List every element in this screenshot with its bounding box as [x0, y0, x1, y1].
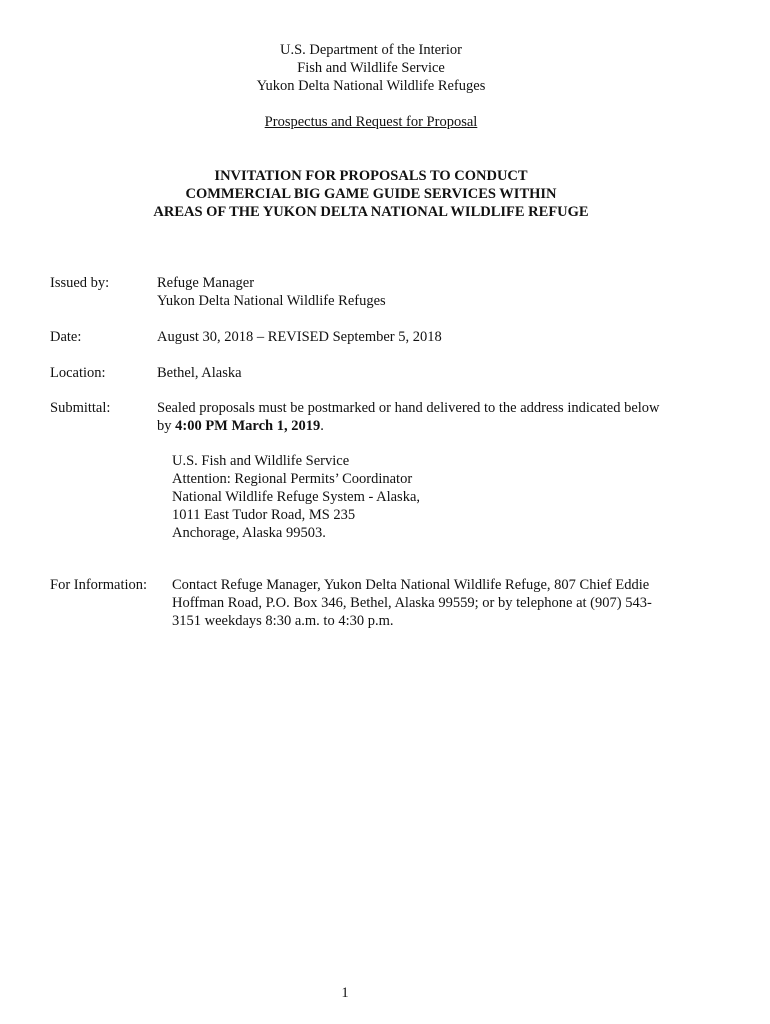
header-refuge: Yukon Delta National Wildlife Refuges — [256, 78, 486, 94]
location-label: Location: — [50, 365, 106, 381]
submittal-period: . — [320, 418, 324, 434]
prospectus-subtitle: Prospectus and Request for Proposal — [264, 114, 478, 130]
mailing-address — [172, 452, 420, 542]
for-information-label: For Information: — [50, 577, 148, 593]
title-line-1: INVITATION FOR PROPOSALS TO CONDUCT — [214, 168, 528, 184]
submittal-label: Submittal: — [50, 400, 111, 416]
for-information-line-2: Hoffman Road, P.O. Box 346, Bethel, Alaska 99559; or by telephone at (907) 543- — [172, 595, 652, 611]
page-number: 1 — [341, 985, 349, 1001]
submittal-line-2 — [157, 417, 324, 435]
header-department: U.S. Department of the Interior — [279, 42, 462, 58]
address-line-2: Attention: Regional Permits’ Coordinator — [172, 471, 413, 487]
title-line-2: COMMERCIAL BIG GAME GUIDE SERVICES WITHIN — [185, 186, 557, 202]
address-line-4: 1011 East Tudor Road, MS 235 — [172, 507, 356, 523]
location-value: Bethel, Alaska — [157, 365, 242, 381]
address-line-5: Anchorage, Alaska 99503. — [172, 525, 326, 541]
agency-header — [0, 41, 742, 95]
title-line-3: AREAS OF THE YUKON DELTA NATIONAL WILDLIFE REFUGE — [153, 204, 589, 220]
submittal-line-1: Sealed proposals must be postmarked or hand delivered to the address indicated below — [157, 400, 660, 416]
for-information-line-3: 3151 weekdays 8:30 a.m. to 4:30 p.m. — [172, 613, 394, 629]
issued-by-line-2: Yukon Delta National Wildlife Refuges — [157, 293, 386, 309]
header-service: Fish and Wildlife Service — [297, 60, 445, 76]
submittal-by-text: by — [157, 418, 176, 434]
date-label: Date: — [50, 329, 82, 345]
document-title — [0, 167, 742, 221]
submittal-deadline: 4:00 PM March 1, 2019 — [175, 418, 321, 434]
address-line-3: National Wildlife Refuge System - Alaska, — [172, 489, 421, 505]
issued-by-label: Issued by: — [50, 275, 110, 291]
issued-by-line-1: Refuge Manager — [157, 275, 255, 291]
for-information-line-1: Contact Refuge Manager, Yukon Delta National Wildlife Refuge, 807 Chief Eddie — [172, 577, 650, 593]
address-line-1: U.S. Fish and Wildlife Service — [172, 453, 350, 469]
date-value: August 30, 2018 – REVISED September 5, 2018 — [157, 329, 442, 345]
